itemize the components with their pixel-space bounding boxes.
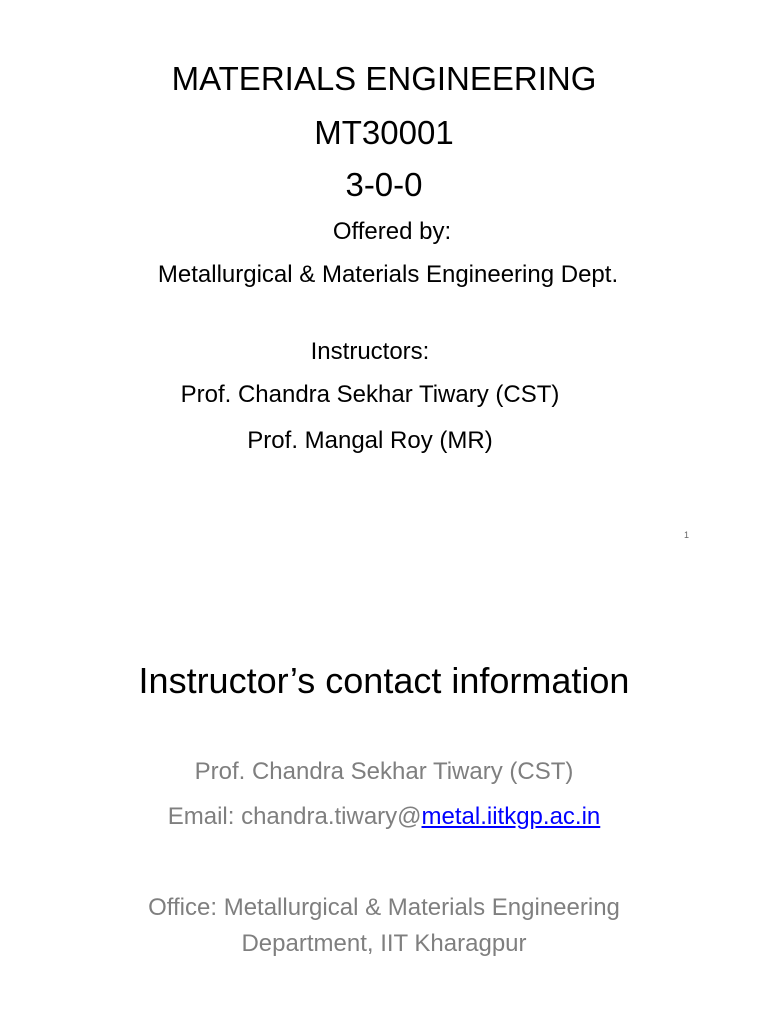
course-title: MATERIALS ENGINEERING (171, 60, 597, 97)
email-domain-link[interactable]: metal.iitkgp.ac.in (421, 803, 601, 830)
instructors-label: Instructors: (310, 338, 430, 365)
instructor-item: Prof. Chandra Sekhar Tiwary (CST) (180, 381, 560, 408)
office-address-line-2: Department, IIT Kharagpur (241, 930, 527, 957)
course-code: MT30001 (314, 114, 454, 151)
department-name: Metallurgical & Materials Engineering Dept. (157, 261, 619, 288)
email-prefix: Email: chandra.tiwary@ (167, 803, 422, 830)
instructor-item: Prof. Mangal Roy (MR) (247, 427, 493, 454)
office-address-line-1: Office: Metallurgical & Materials Engineering (148, 894, 620, 921)
contact-email (0, 803, 768, 831)
contact-slide (0, 560, 768, 1024)
offered-by-label: Offered by: (332, 218, 452, 245)
slide-heading: Instructor’s contact information (138, 660, 630, 701)
contact-instructor-name: Prof. Chandra Sekhar Tiwary (CST) (194, 758, 574, 785)
credit-structure: 3-0-0 (345, 166, 423, 203)
slide-number: 1 (684, 530, 690, 540)
